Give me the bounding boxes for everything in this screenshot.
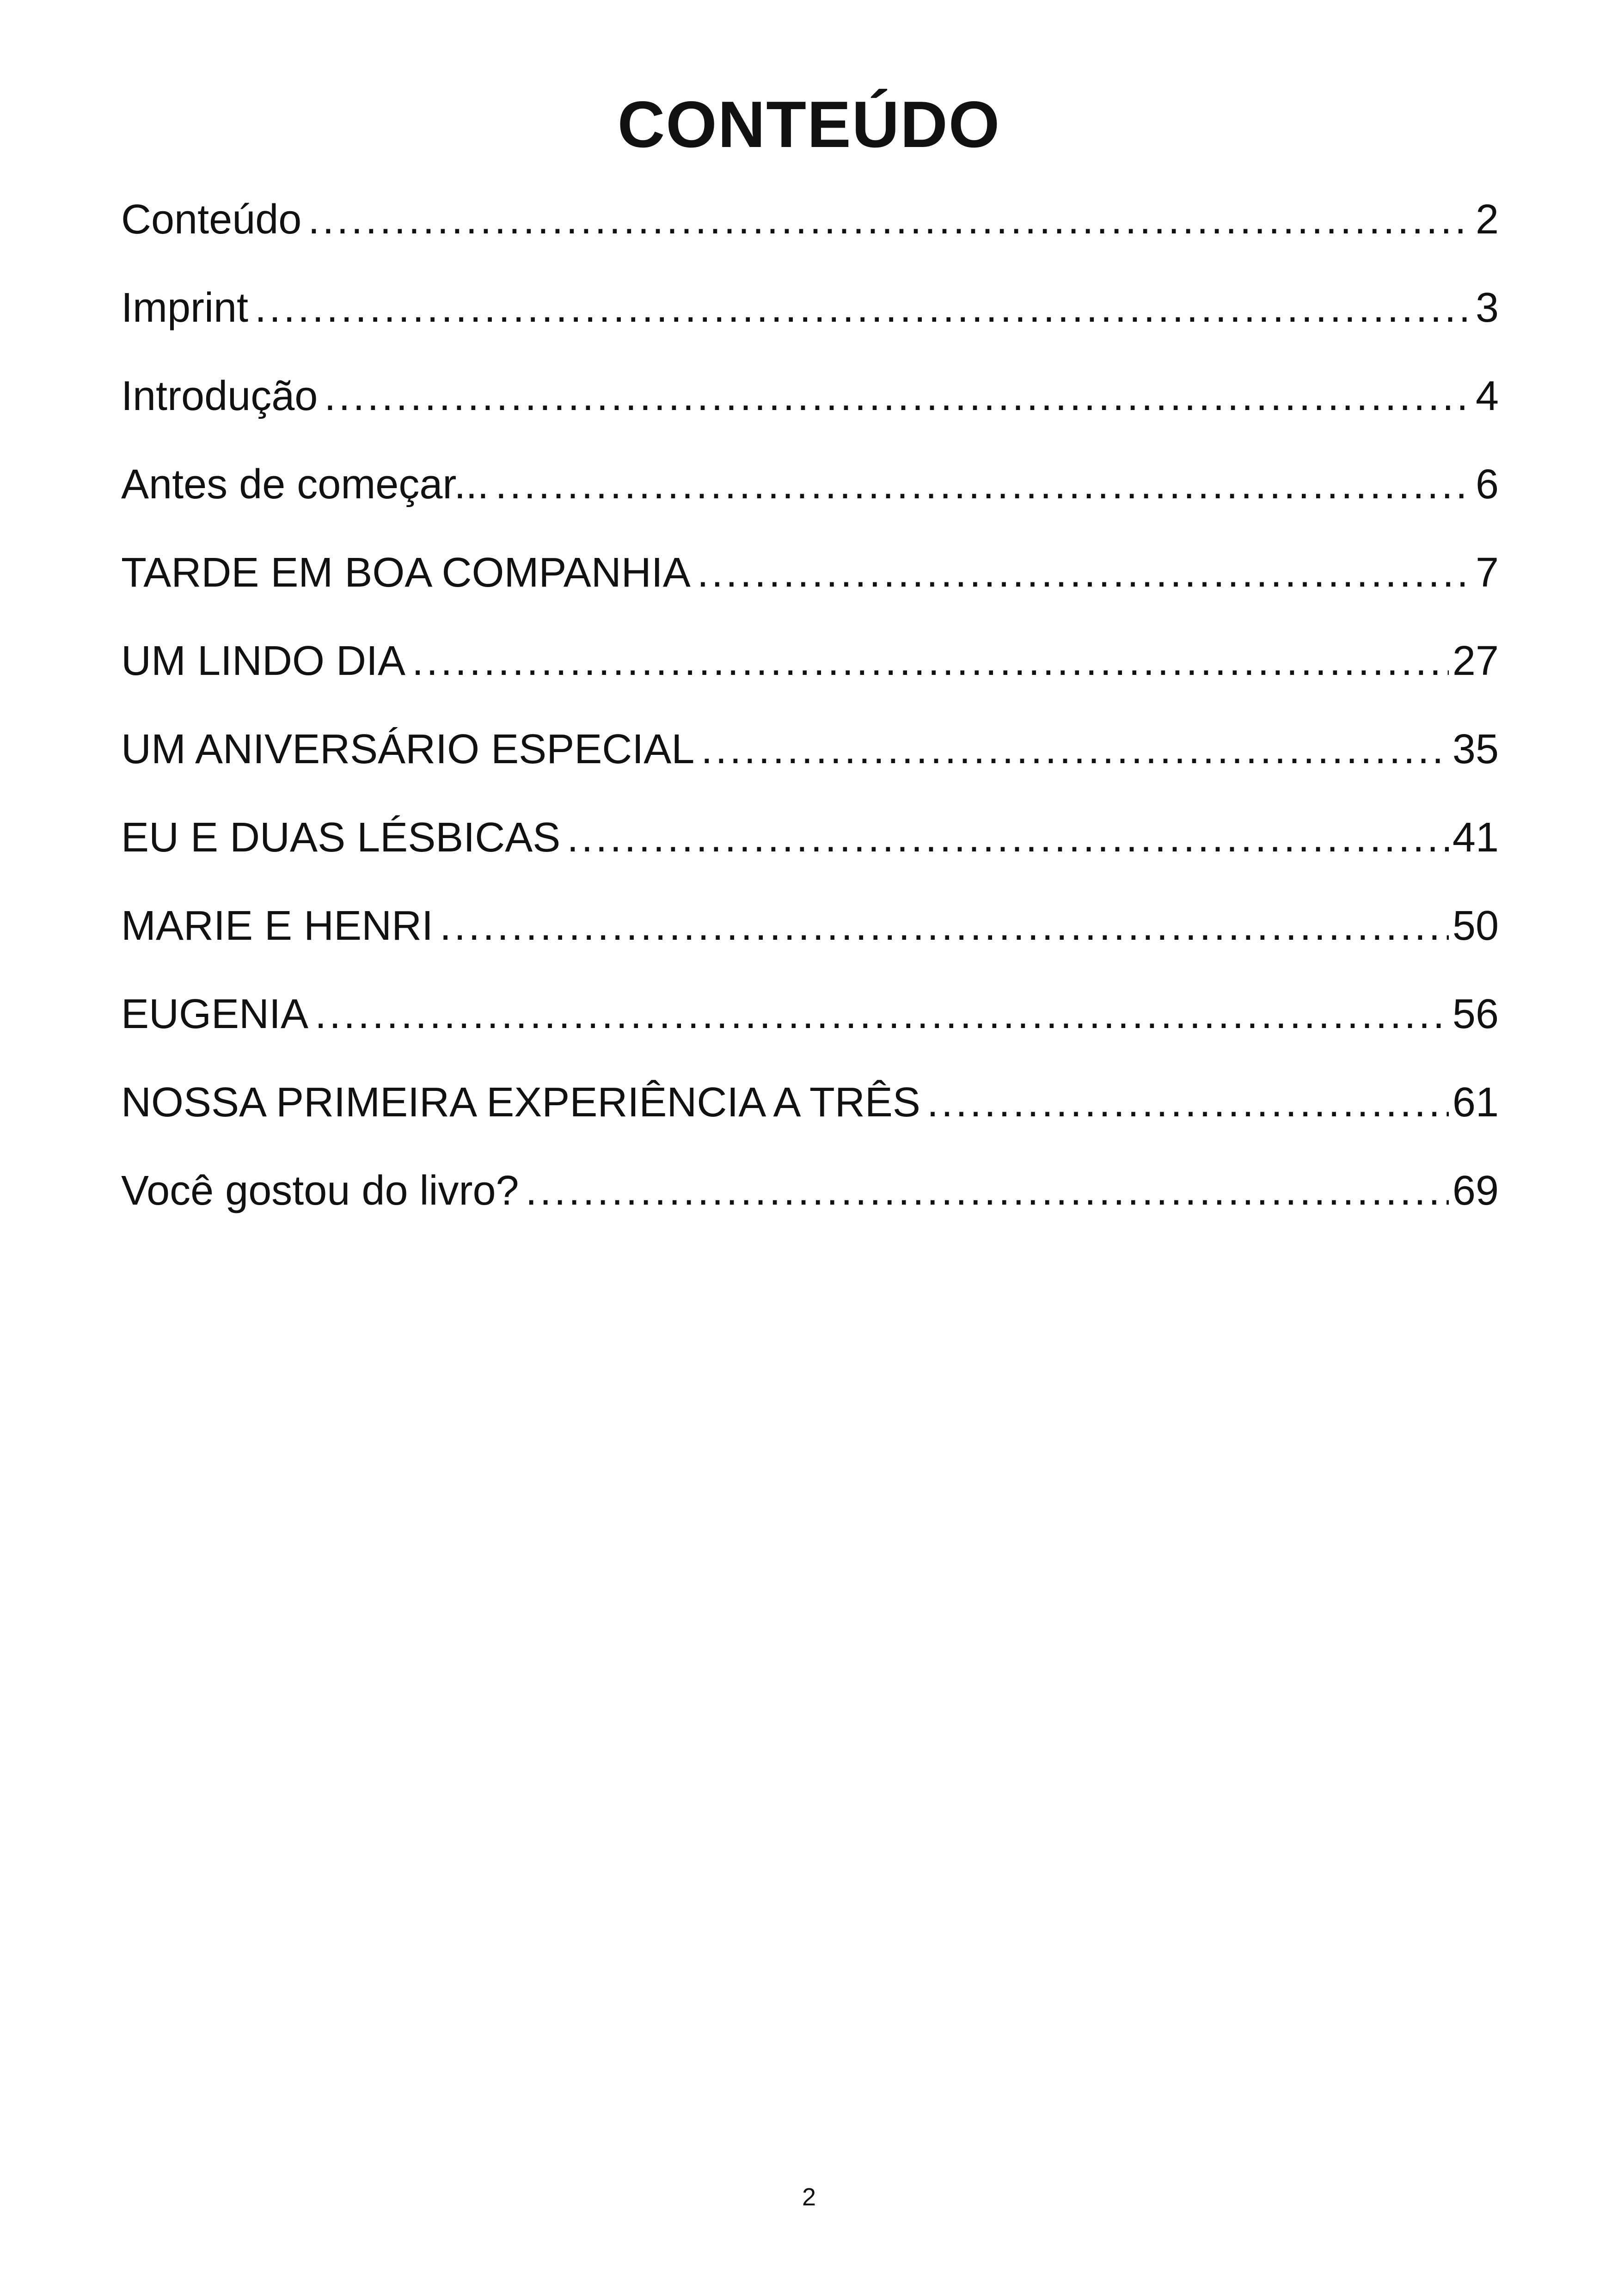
dot-leader [308, 185, 1472, 254]
dot-leader [412, 626, 1449, 696]
dot-leader [440, 891, 1449, 961]
dot-leader [495, 450, 1472, 519]
toc-entry[interactable] [121, 626, 1499, 715]
table-of-contents [121, 185, 1499, 1244]
toc-entry-label: NOSSA PRIMEIRA EXPERIÊNCIA A TRÊS [121, 1079, 920, 1126]
toc-entry[interactable] [121, 1068, 1499, 1156]
toc-entry-page: 7 [1475, 550, 1499, 596]
toc-entry-page: 41 [1452, 814, 1499, 861]
toc-entry-page: 56 [1452, 991, 1499, 1037]
toc-entry-label: UM LINDO DIA [121, 638, 406, 684]
toc-entry[interactable] [121, 450, 1499, 538]
toc-entry[interactable] [121, 803, 1499, 891]
dot-leader [255, 273, 1472, 343]
dot-leader [701, 715, 1449, 784]
dot-leader [567, 803, 1449, 872]
toc-entry-page: 3 [1475, 285, 1499, 331]
toc-entry-page: 6 [1475, 461, 1499, 508]
toc-entry[interactable] [121, 361, 1499, 450]
toc-entry[interactable] [121, 538, 1499, 626]
toc-entry[interactable] [121, 715, 1499, 803]
dot-leader [315, 980, 1449, 1049]
toc-entry-page: 69 [1452, 1168, 1499, 1214]
toc-entry-label: UM ANIVERSÁRIO ESPECIAL [121, 726, 695, 772]
toc-entry[interactable] [121, 185, 1499, 273]
toc-entry-label: TARDE EM BOA COMPANHIA [121, 550, 691, 596]
toc-entry[interactable] [121, 273, 1499, 361]
toc-entry-label: Introdução [121, 373, 318, 419]
dot-leader [526, 1156, 1449, 1225]
toc-entry[interactable] [121, 891, 1499, 980]
toc-entry[interactable] [121, 980, 1499, 1068]
toc-entry-label: Conteúdo [121, 196, 302, 243]
toc-entry-label: EUGENIA [121, 991, 309, 1037]
page-title: CONTEÚDO [617, 88, 1001, 161]
page-number: 2 [802, 2183, 816, 2211]
toc-entry[interactable] [121, 1156, 1499, 1244]
toc-entry-page: 27 [1452, 638, 1499, 684]
toc-entry-label: Antes de começar... [121, 461, 489, 508]
toc-entry-page: 2 [1475, 196, 1499, 243]
dot-leader [697, 538, 1472, 607]
toc-entry-label: EU E DUAS LÉSBICAS [121, 814, 561, 861]
toc-entry-label: MARIE E HENRI [121, 903, 434, 949]
toc-entry-page: 35 [1452, 726, 1499, 772]
toc-entry-page: 61 [1452, 1079, 1499, 1126]
toc-entry-label: Você gostou do livro? [121, 1168, 519, 1214]
toc-entry-page: 4 [1475, 373, 1499, 419]
toc-entry-page: 50 [1452, 903, 1499, 949]
dot-leader [927, 1068, 1449, 1137]
toc-entry-label: Imprint [121, 285, 249, 331]
dot-leader [324, 361, 1472, 431]
